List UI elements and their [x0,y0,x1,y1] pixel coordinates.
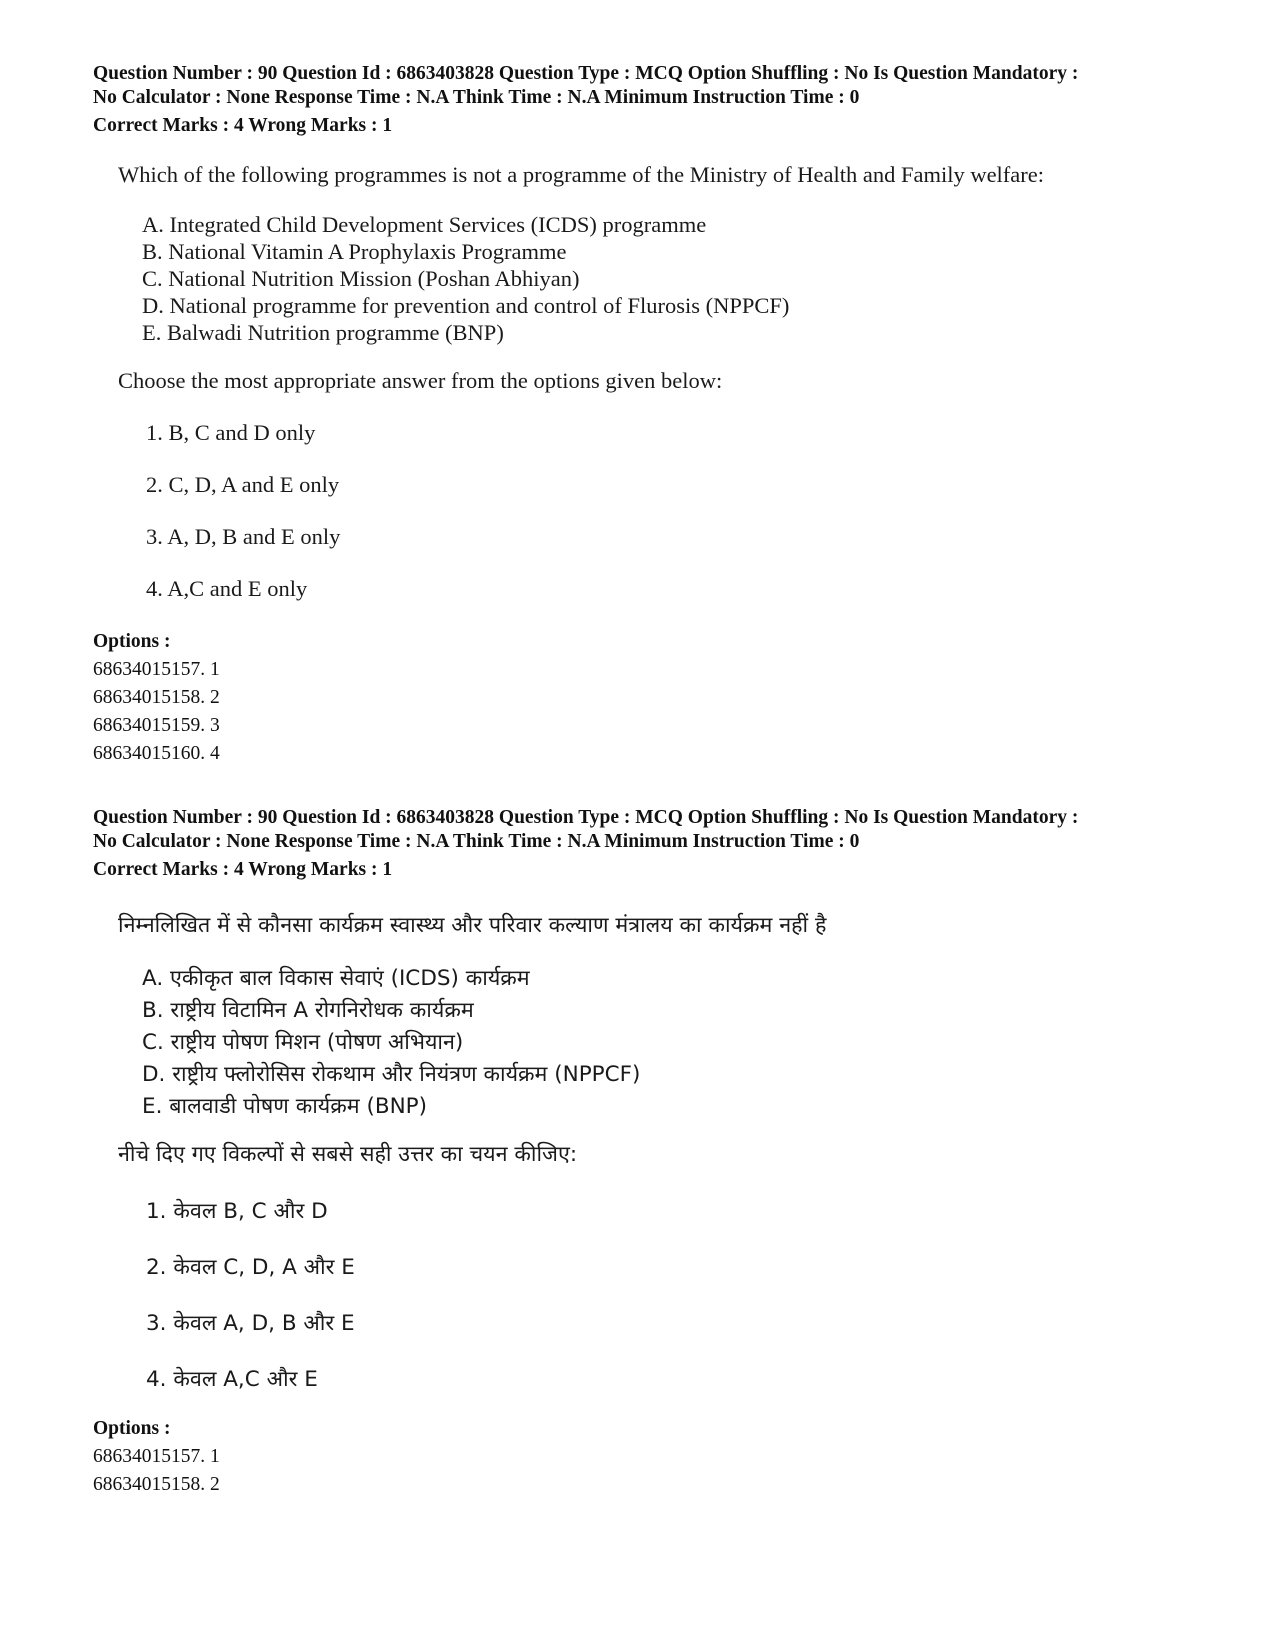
statement-list-hindi [142,963,640,1123]
meta-line-2: No Calculator : None Response Time : N.A Think Time : N.A Minimum Instruction Time : 0 [93,831,860,852]
options-heading: Options : [93,1418,171,1439]
choice-2: 2. केवल C, D, A और E [146,1255,355,1280]
statement-e: E. Balwadi Nutrition programme (BNP) [142,320,504,345]
statement-e: E. बालवाडी पोषण कार्यक्रम (BNP) [142,1094,428,1119]
question-text-hindi: निम्नलिखित में से कौनसा कार्यक्रम स्वास्थ्य और परिवार कल्याण मंत्रालय का कार्यक्रम नहीं है [118,913,827,938]
statement-a: A. Integrated Child Development Services (ICDS) programme [142,212,707,237]
question-meta-1 [93,62,1213,138]
option-line: 68634015158. 2 [93,687,220,708]
option-line: 68634015159. 3 [93,715,220,736]
marks-line: Correct Marks : 4 Wrong Marks : 1 [93,115,393,136]
question-text: Which of the following programmes is not a programme of the Ministry of Health and Family welfare: [118,162,1045,187]
statement-b: B. National Vitamin A Prophylaxis Programme [142,239,567,264]
statement-a: A. एकीकृत बाल विकास सेवाएं (ICDS) कार्यक्रम [142,966,530,991]
statement-b: B. राष्ट्रीय विटामिन A रोगनिरोधक कार्यक्रम [142,998,474,1023]
options-heading: Options : [93,631,171,652]
option-line: 68634015157. 1 [93,659,220,680]
option-line: 68634015158. 2 [93,1474,220,1495]
statement-d: D. National programme for prevention and control of Flurosis (NPPCF) [142,293,790,318]
meta-line-1: Question Number : 90 Question Id : 6863403828 Question Type : MCQ Option Shuffling : No Is Question Mandatory : [93,63,1079,84]
statement-c: C. राष्ट्रीय पोषण मिशन (पोषण अभियान) [142,1030,464,1055]
choice-2: 2. C, D, A and E only [146,472,340,497]
marks-line: Correct Marks : 4 Wrong Marks : 1 [93,859,393,880]
meta-line-2: No Calculator : None Response Time : N.A Think Time : N.A Minimum Instruction Time : 0 [93,87,860,108]
meta-line-1: Question Number : 90 Question Id : 6863403828 Question Type : MCQ Option Shuffling : No Is Question Mandatory : [93,807,1079,828]
choice-3: 3. A, D, B and E only [146,524,341,549]
statement-d: D. राष्ट्रीय फ्लोरोसिस रोकथाम और नियंत्रण कार्यक्रम (NPPCF) [142,1062,641,1087]
instruction-text: Choose the most appropriate answer from the options given below: [118,368,723,393]
choice-4: 4. A,C and E only [146,576,308,601]
choice-3: 3. केवल A, D, B और E [146,1311,355,1336]
choice-1: 1. B, C and D only [146,420,316,445]
option-line: 68634015160. 4 [93,743,220,764]
instruction-text-hindi: नीचे दिए गए विकल्पों से सबसे सही उत्तर का चयन कीजिए: [118,1142,578,1167]
choice-4: 4. केवल A,C और E [146,1367,318,1392]
question-meta-2 [93,806,1213,882]
choice-1: 1. केवल B, C और D [146,1199,328,1224]
option-line: 68634015157. 1 [93,1446,220,1467]
statement-list [142,211,789,346]
statement-c: C. National Nutrition Mission (Poshan Abhiyan) [142,266,580,291]
